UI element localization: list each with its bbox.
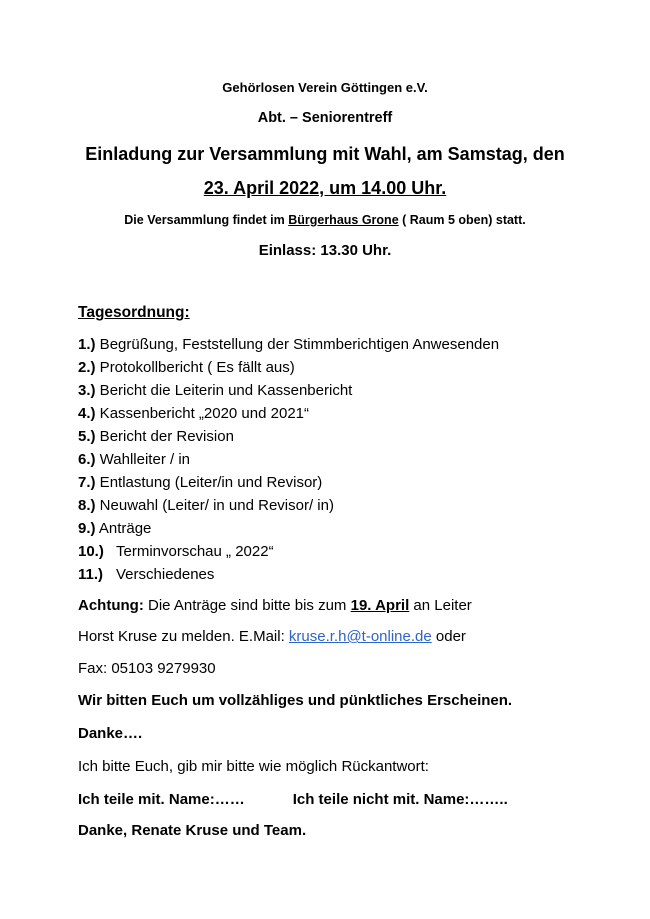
fax-number: Fax: 05103 9279930 (78, 660, 216, 677)
agenda-item-text: Begrüßung, Feststellung der Stimmberichtigen Anwesenden (95, 336, 500, 353)
agenda-item-text: Verschiedenes (116, 566, 215, 583)
agenda-item-number: 1.) (78, 336, 96, 353)
participation-reply (78, 792, 508, 807)
agenda-item (78, 448, 499, 471)
agenda-item (78, 402, 499, 425)
organization-name: Gehörlosen Verein Göttingen e.V. (222, 80, 428, 95)
location-suffix: ( Raum 5 oben) statt. (398, 213, 526, 227)
location-prefix: Die Versammlung findet im (124, 213, 289, 227)
contact-suffix: oder (431, 628, 466, 645)
agenda-item-number: 6.) (78, 451, 96, 468)
deadline-note (78, 598, 472, 613)
agenda-item-text: Entlastung (Leiter/in und Revisor) (95, 474, 323, 491)
thanks-text: Danke…. (78, 725, 143, 742)
agenda-item-text: Bericht der Revision (95, 428, 234, 445)
department-name: Abt. – Seniorentreff (257, 110, 393, 126)
deadline-date: 19. April (350, 597, 410, 614)
agenda-item-number: 8.) (78, 497, 96, 514)
location-line (0, 214, 650, 227)
agenda-item (78, 471, 499, 494)
meeting-date-time: 23. April 2022, um 14.00 Uhr. (203, 178, 447, 198)
attendance-request: Wir bitten Euch um vollzähliges und pünktliches Erscheinen. (78, 692, 513, 709)
agenda-item-text: Kassenbericht „2020 und 2021“ (95, 405, 309, 422)
agenda-item-number: 10.) (78, 543, 104, 560)
agenda-item-number: 3.) (78, 382, 96, 399)
agenda-item-text: Bericht die Leiterin und Kassenbericht (95, 382, 353, 399)
agenda-item (78, 425, 499, 448)
agenda-heading: Tagesordnung: (78, 304, 190, 321)
contact-line (78, 629, 466, 644)
agenda-item-number: 11.) (78, 566, 104, 583)
agenda-item-number: 7.) (78, 474, 96, 491)
contact-text: Horst Kruse zu melden. E.Mail: (78, 628, 289, 645)
attention-label: Achtung: (78, 597, 144, 614)
participate-option: Ich teile mit. Name:…… (78, 791, 245, 808)
agenda-item-number: 4.) (78, 405, 96, 422)
agenda-item-number: 2.) (78, 359, 96, 376)
agenda-item-text: Protokollbericht ( Es fällt aus) (95, 359, 295, 376)
agenda-item (78, 379, 499, 402)
agenda-item-number: 9.) (78, 520, 96, 537)
agenda-item (78, 540, 499, 563)
location-place: Bürgerhaus Grone (288, 213, 399, 227)
agenda-item (78, 563, 499, 586)
deadline-text-after: an Leiter (409, 597, 472, 614)
not-participate-option: Ich teile nicht mit. Name:…….. (292, 791, 508, 808)
agenda-item-text: Wahlleiter / in (95, 451, 190, 468)
invitation-title: Einladung zur Versammlung mit Wahl, am Samstag, den (85, 144, 565, 164)
admission-time: Einlass: 13.30 Uhr. (258, 242, 392, 259)
signature: Danke, Renate Kruse und Team. (78, 822, 307, 839)
agenda-item-number: 5.) (78, 428, 96, 445)
agenda-item-text: Terminvorschau „ 2022“ (116, 543, 274, 560)
agenda-item-text: Anträge (95, 520, 152, 537)
reply-request: Ich bitte Euch, gib mir bitte wie möglich Rückantwort: (78, 758, 429, 775)
agenda-item (78, 356, 499, 379)
agenda-item (78, 333, 499, 356)
agenda-list (78, 333, 499, 586)
agenda-item-text: Neuwahl (Leiter/ in und Revisor/ in) (95, 497, 334, 514)
deadline-text-before: Die Anträge sind bitte bis zum (143, 597, 351, 614)
agenda-item (78, 494, 499, 517)
email-link[interactable]: kruse.r.h@t-online.de (288, 628, 432, 645)
agenda-item (78, 517, 499, 540)
